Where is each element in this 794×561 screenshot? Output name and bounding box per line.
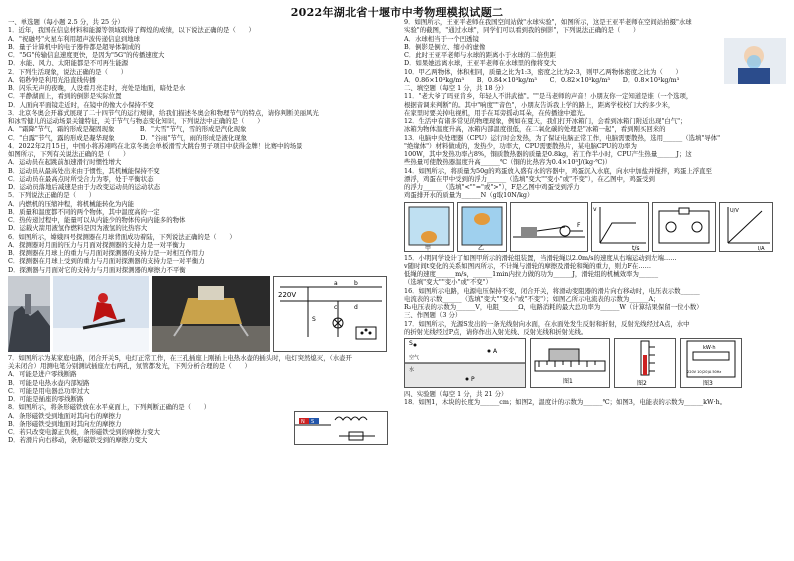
text-line: B．条形磁铁受到地面对其向左的摩擦力	[8, 419, 122, 428]
text-line: 8．如图所示，将条形磁铁放在水平桌面上，下列判断正确的是（ ）	[8, 403, 211, 412]
fig2-label: 图2	[637, 380, 647, 387]
text-line: （选填"变大""变小"或"不变"）	[404, 278, 492, 287]
text-line: 18．如图1，木块的长度为______cm；如图2，温度计的示数为______℃；如图3，电能表的示数为______kW·h。	[404, 398, 727, 407]
text-line: 4．2022年2月15日，中国小将苏翊鸣在北京冬奥会单板滑雪大跳台男子项目中获得金牌！比赛中的场景	[8, 141, 303, 150]
text-line: D．运动员落地后减速是由于力改变运动员的运动状态	[8, 183, 161, 191]
text-line: A．"祝融号"火星车利用超声波传递信息到地球	[8, 34, 140, 43]
node-c: c	[334, 303, 338, 311]
right-column	[404, 18, 786, 407]
text-line: 11．"老大爷了吗亚肯乡，年轻人不讲武德"。""是马老师的声音！小朋友你一定知道是谁（一个选项，	[404, 92, 693, 101]
text-line: D．若滑片向右移动，条形磁铁受到的摩擦力变大	[8, 436, 148, 445]
photo-row	[8, 276, 388, 352]
text-line: C．可能是用电器总功率过大	[8, 386, 90, 395]
text-line: A．"霜降"节气，霜的形成是凝固现象 B．"大雪"节气，雪的形成是汽化现象	[8, 125, 247, 134]
meter-unit: kW·h	[703, 345, 716, 351]
water-label: 水	[409, 367, 415, 373]
text-line: B．运动员从最高处出来由于惯性，其机械能保持不变	[8, 166, 160, 175]
text-line: D．如果她远离水球，王亚平老师在水球里的像将变大	[404, 59, 557, 68]
text-line: 13．电脑中央处理器（CPU）运行时会发热，为了保证电脑正常工作，电脑需要散热，选用______（选填"导体"	[404, 133, 721, 142]
text-line: A．0.86×10³kg/m³ B．0.84×10³kg/m³ C．0.82×10³kg/m³ D．0.8×10³kg/m³	[404, 75, 680, 84]
text-line: 12．生活中有诸多常见的物理现象，例如在夏天，我们打开冰箱门，会看到冰箱门附近出现"白气"；	[404, 117, 687, 125]
text-line: A．运动员在起跳前加速滑行时惯性增大	[8, 158, 122, 167]
text-line: D．人面向平面镜走近时，在镜中的像大小保持不变	[8, 100, 154, 109]
node-b: b	[354, 279, 358, 287]
text-line: C．运动员在最高点时所受合力为零，处于平衡状态	[8, 174, 154, 183]
egg-beaker-yi	[457, 202, 507, 252]
left-questions-part1	[8, 18, 388, 274]
text-line: 7．如图所示为某家庭电路，闭合开关S，电灯正常工作，在三孔插座上刚插上电热水壶的插头时，电灯突然熄灭，（水壶开	[8, 353, 352, 362]
switch-label: S	[312, 315, 316, 323]
air-label: 空气	[409, 355, 420, 361]
text-line: 14．如图所示，将质量为50g的鸡蛋放入盛有水的容器中，鸡蛋沉入水底，向水中加盐并搅拌，鸡蛋上浮直至	[404, 166, 712, 175]
text-line: 三、作图题（3 分）	[404, 311, 462, 320]
text-line: 根据音调来判断"的。其中"响度""音色"，小朋友告诉我上学的路上，距离学校校门大约多少米，	[404, 100, 675, 109]
text-line: A．条形磁铁受到地面对其向右的摩擦力	[8, 411, 122, 420]
text-line: v随时间t变化的关系如图丙所示，不计绳与滑轮的摩擦及滑轮和绳的重力，则力F在……	[404, 261, 652, 270]
text-line: 冰箱为物体温度升高，冰箱内部温度很低，在二氧化碳的处理是"冰箱一起"，看到刚买回来的	[404, 125, 666, 134]
text-line: C．平静湖面上，看到的倒影是实际位置	[8, 92, 122, 101]
text-line: 9．如图所示，王亚平老师在我国空间站做"水球实验"，如图所示，这是王亚平老师在空间站拍摄"水球	[404, 18, 692, 26]
text-line: D．探测器与月面对它的支持力与月面对探测器的摩擦力不平衡	[8, 265, 186, 274]
v-axis-label: v	[593, 205, 597, 213]
text-line: C．若只改变电源正负极，条形磁铁受到的摩擦力变大	[8, 428, 160, 436]
text-line: 四、实验题（每空 1 分，共 21 分）	[404, 390, 508, 398]
right-questions-part3	[404, 390, 786, 407]
right-top-block	[404, 18, 786, 200]
thermometer-figure	[614, 338, 676, 388]
text-line: 如图所示，下列有关说法正确的是（ ）	[8, 150, 130, 158]
text-line: 在家里时要关掉电视机，用手在耳旁摇动耳朵，在传播途中遮光。	[404, 108, 590, 117]
text-line: C．此时王亚平老师与水球的距离小于水球的二倍焦距	[404, 51, 556, 59]
meter-rating: 220V 10(20)A 50Hz	[687, 370, 722, 374]
south-pole: S	[311, 418, 315, 425]
ui-graph	[719, 202, 773, 252]
text-line: C．探测器在月球上受到的重力与月面对探测器的支持力是一对平衡力	[8, 257, 205, 266]
experiment-figures-row	[404, 202, 786, 252]
text-line: A．可能是进户零线断路	[8, 370, 77, 379]
text-line: A．铅秒钟是利用光沿直线传播	[8, 75, 96, 84]
t-axis-label: t/s	[632, 244, 640, 251]
lunar-lander-photo	[152, 276, 270, 352]
text-line: 关未闭合）用测电笔分别测试插座左右两孔，氖管都发光，下列分析合理的是（ ）	[8, 362, 251, 370]
energy-meter-figure	[680, 338, 742, 388]
pulley-figure	[510, 202, 588, 252]
text-line: 16．如图所示电路，电源电压保持不变，闭合开关，将滑动变阻器的滑片向右移动时，电压表示数______	[404, 286, 700, 295]
text-line: C．"5G"传输信息速度更快，是因为"5G"的传播速度大	[8, 51, 165, 59]
label-jia: 甲	[425, 244, 432, 251]
fig3-label: 图3	[703, 380, 713, 387]
ski-jump-photo	[8, 276, 50, 352]
source-label: S	[409, 340, 413, 347]
text-line: A．探测器对月面的压力与月面对探测器的支持力是一对平衡力	[8, 240, 186, 249]
text-line: A．水球相当于一个凹透镜	[404, 34, 479, 43]
voltage-label: 220V	[278, 290, 297, 299]
egg-beaker-jia	[404, 202, 454, 252]
text-line: 实验"的截图，"通过水球"，同学们可以看到我的倒影"，下列说法正确的是（ ）	[404, 26, 640, 35]
left-column	[8, 18, 388, 445]
text-line: 100W，其中发热功率占8%，铜质散热器的质量是0.8kg，若工作半小时，CPU产生热量______J；这	[404, 150, 692, 158]
point-p-label: P	[471, 376, 475, 383]
text-line: 漂浮，鸡蛋在甲中受到的浮力______（选填"变大""变小"或"不变"），在乙图中，鸡蛋受到	[404, 174, 655, 183]
text-line: B．量子计算机中的电子器件都是超导体制成的	[8, 42, 141, 51]
household-circuit-figure	[273, 276, 387, 352]
text-line: D．可能是插座的零线断路	[8, 395, 84, 403]
text-line: 些热量可使散热器温度升高______℃（铜的比热容为0.4×10³J/(kg·℃)）	[404, 158, 612, 167]
text-line: 5．下列说法正确的是（ ）	[8, 191, 96, 200]
text-line: 6．如图所示，嫦娥四号探测器在月球背面成功着陆，下列说法正确的是（ ）	[8, 232, 236, 241]
text-line: D．运载火箭用液氢作燃料是因为液氢的比热容大	[8, 224, 148, 233]
text-line: 电流表的示数______（选填"变大""变小"或"不变"）；如图乙所示电流表的示数为______A；	[404, 294, 660, 303]
text-line: C．"白露"节气，露的形成是凝华现象 D．"谷雨"节气，雨的形成是液化现象	[8, 133, 248, 142]
light-refraction-figure	[404, 338, 526, 388]
astronaut-photo	[724, 38, 786, 84]
circuit-16-figure	[652, 202, 716, 252]
force-label: F	[577, 221, 581, 229]
text-line: D．水能、风力、太阳能都是不可再生能源	[8, 59, 129, 68]
label-yi: 乙	[478, 244, 485, 251]
north-pole: N	[301, 418, 305, 425]
text-line: A．内燃机的压缩冲程，将机械能转化为内能	[8, 199, 135, 208]
ruler-figure	[530, 338, 610, 388]
text-line: 的浮力______（选填"<""="或">"），F是乙图中鸡蛋受到浮力	[404, 183, 580, 191]
text-line: 3．北京冬奥会开幕式展现了二十四节气的运行规律，给我们描述冬奥会和物理节气的特点，请你判断美丽风光	[8, 108, 319, 117]
text-line: B．闪乐无声的夜晚，人设看月亮走时，亮处是地面，暗处是水	[8, 84, 186, 92]
vt-graph	[591, 202, 649, 252]
fig1-label: 图1	[563, 378, 573, 385]
page-title: 2022年湖北省十堰市中考物理模拟试题二	[290, 6, 504, 19]
snowboarder-photo	[53, 276, 149, 352]
text-line: 二、填空题（每空 1 分，共 18 分）	[404, 84, 508, 92]
text-line: 1．近年，我国在信息材料和能源等领域取得了辉煌的成绩，以下说法正确的是（ ）	[8, 26, 255, 35]
text-line: 鸡蛋排开水的质量为______N（g取10N/kg）	[404, 191, 534, 200]
text-line: B．倒影是倒立、缩小的虚像	[404, 42, 486, 51]
text-line: B．可能是电热水壶内部短路	[8, 378, 90, 387]
magnet-figure	[294, 411, 388, 445]
text-line: 15．小明同学设计了如图甲所示的滑轮组装置，当滑轮绳以2.0m/s的速度从右端运动到左端……	[404, 253, 677, 262]
text-line: B．探测器在月球上的重力与月面对探测器的支持力是一对相互作用力	[8, 249, 205, 257]
right-questions-part2	[404, 254, 786, 337]
text-line: 17．如图所示，光源S发出的一条光线射向水面，在水面处发生反射和折射，反射光线经过A点，水中	[404, 319, 690, 328]
text-line: C．热传递过程中，能量可以从内能少的物体传向内能多的物体	[8, 216, 186, 224]
node-a: a	[334, 279, 338, 287]
text-line: 2．下列生活现象，说法正确的是（ ）	[8, 67, 128, 76]
point-a-label: A	[493, 348, 498, 355]
text-line: 的折射光线经过P点，请你作出入射光线、反射光线和折射光线。	[404, 327, 588, 336]
text-line: B．质量和温度都不同的两个物体，其中温度高的一定	[8, 207, 160, 216]
text-line: 低绳的速度______m/s，______1min内拉力做的功为______J，滑轮组的机械效率为______	[404, 270, 659, 278]
node-d: d	[354, 303, 358, 311]
text-line: 10．甲乙两物体，体积相同，质量之比为1:3，密度之比为2:3，则甲乙两物体密度之比为（ ）	[404, 67, 682, 76]
text-line: 和冰雪健儿的运动场景关键特征，关于节气与物态变化知识，下列说法中正确的是（ ）	[8, 117, 264, 125]
i-axis-label: I/A	[758, 245, 765, 251]
u-axis-label: U/V	[730, 207, 739, 214]
text-line: R₂电压表的示数为______V，电阻______Ω，电路消耗的最大总功率为______W（计算结果保留一位小数）	[404, 303, 703, 311]
text-line: "绝缘体"）材料做成的，发热少，功率大，CPU需要散热片，某电脑CPU的功率为	[404, 141, 637, 150]
drawing-figures-row	[404, 338, 786, 388]
text-line: 一、单选题（每小题 2.5 分，共 25 分）	[8, 18, 124, 26]
